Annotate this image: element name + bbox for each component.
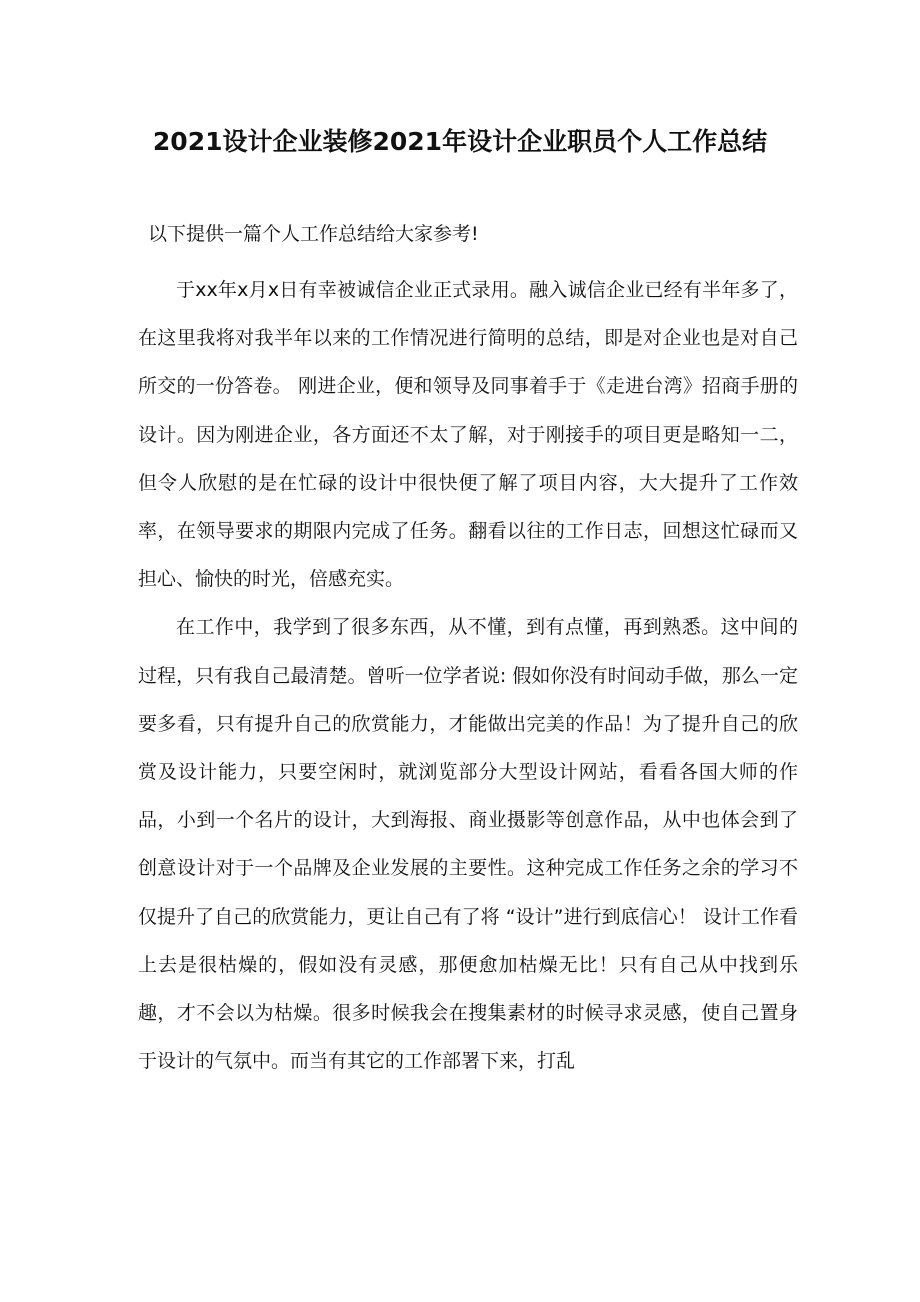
paragraph-2: 在工作中，我学到了很多东西，从不懂，到有点懂，再到熟悉。这中间的过程，只有我自己最清楚。曾听一位学者说: 假如你没有时间动手做，那么一定要多看，只有提升自己的欣赏能力，才能做出完美的作品！为了提升自己的欣赏及设计能力，只要空闲时，就浏览部分大型设计网站，看看各国大师的作品，小到一个名片的设计，大到海报、商业摄影等创意作品，从中也体会到了创意设计对于一个品牌及企业发展的主要性。这种完成工作任务之余的学习不仅提升了自己的欣赏能力，更让自己有了将 “设计”进行到底信心！ 设计工作看上去是很枯燥的，假如没有灵感，那便愈加枯燥无比！只有自己从中找到乐趣，才不会以为枯燥。很多时候我会在搜集素材的时候寻求灵感，使自己置身于设计的气氛中。而当有其它的工作部署下来，打乱 <box>138 616 798 1073</box>
document-title: 2021设计企业装修2021年设计企业职员个人工作总结 <box>152 127 768 156</box>
document-body <box>138 266 798 1085</box>
intro-line: 以下提供一篇个人工作总结给大家参考! <box>148 223 479 245</box>
paragraph-1: 于xx年x月x日有幸被诚信企业正式录用。融入诚信企业已经有半年多了，在这里我将对我半年以来的工作情况进行简明的总结，即是对企业也是对自己所交的一份答卷。 刚进企业，便和领导及同事着手于《走进台湾》招商手册的设计。因为刚进企业，各方面还不太了解，对于刚接手的项目更是略知一二，但令人欣慰的是在忙碌的设计中很快便了解了项目内容，大大提升了工作效率，在领导要求的期限内完成了任务。翻看以往的工作日志，回想这忙碌而又担心、愉快的时光，倍感充实。 <box>138 279 798 591</box>
